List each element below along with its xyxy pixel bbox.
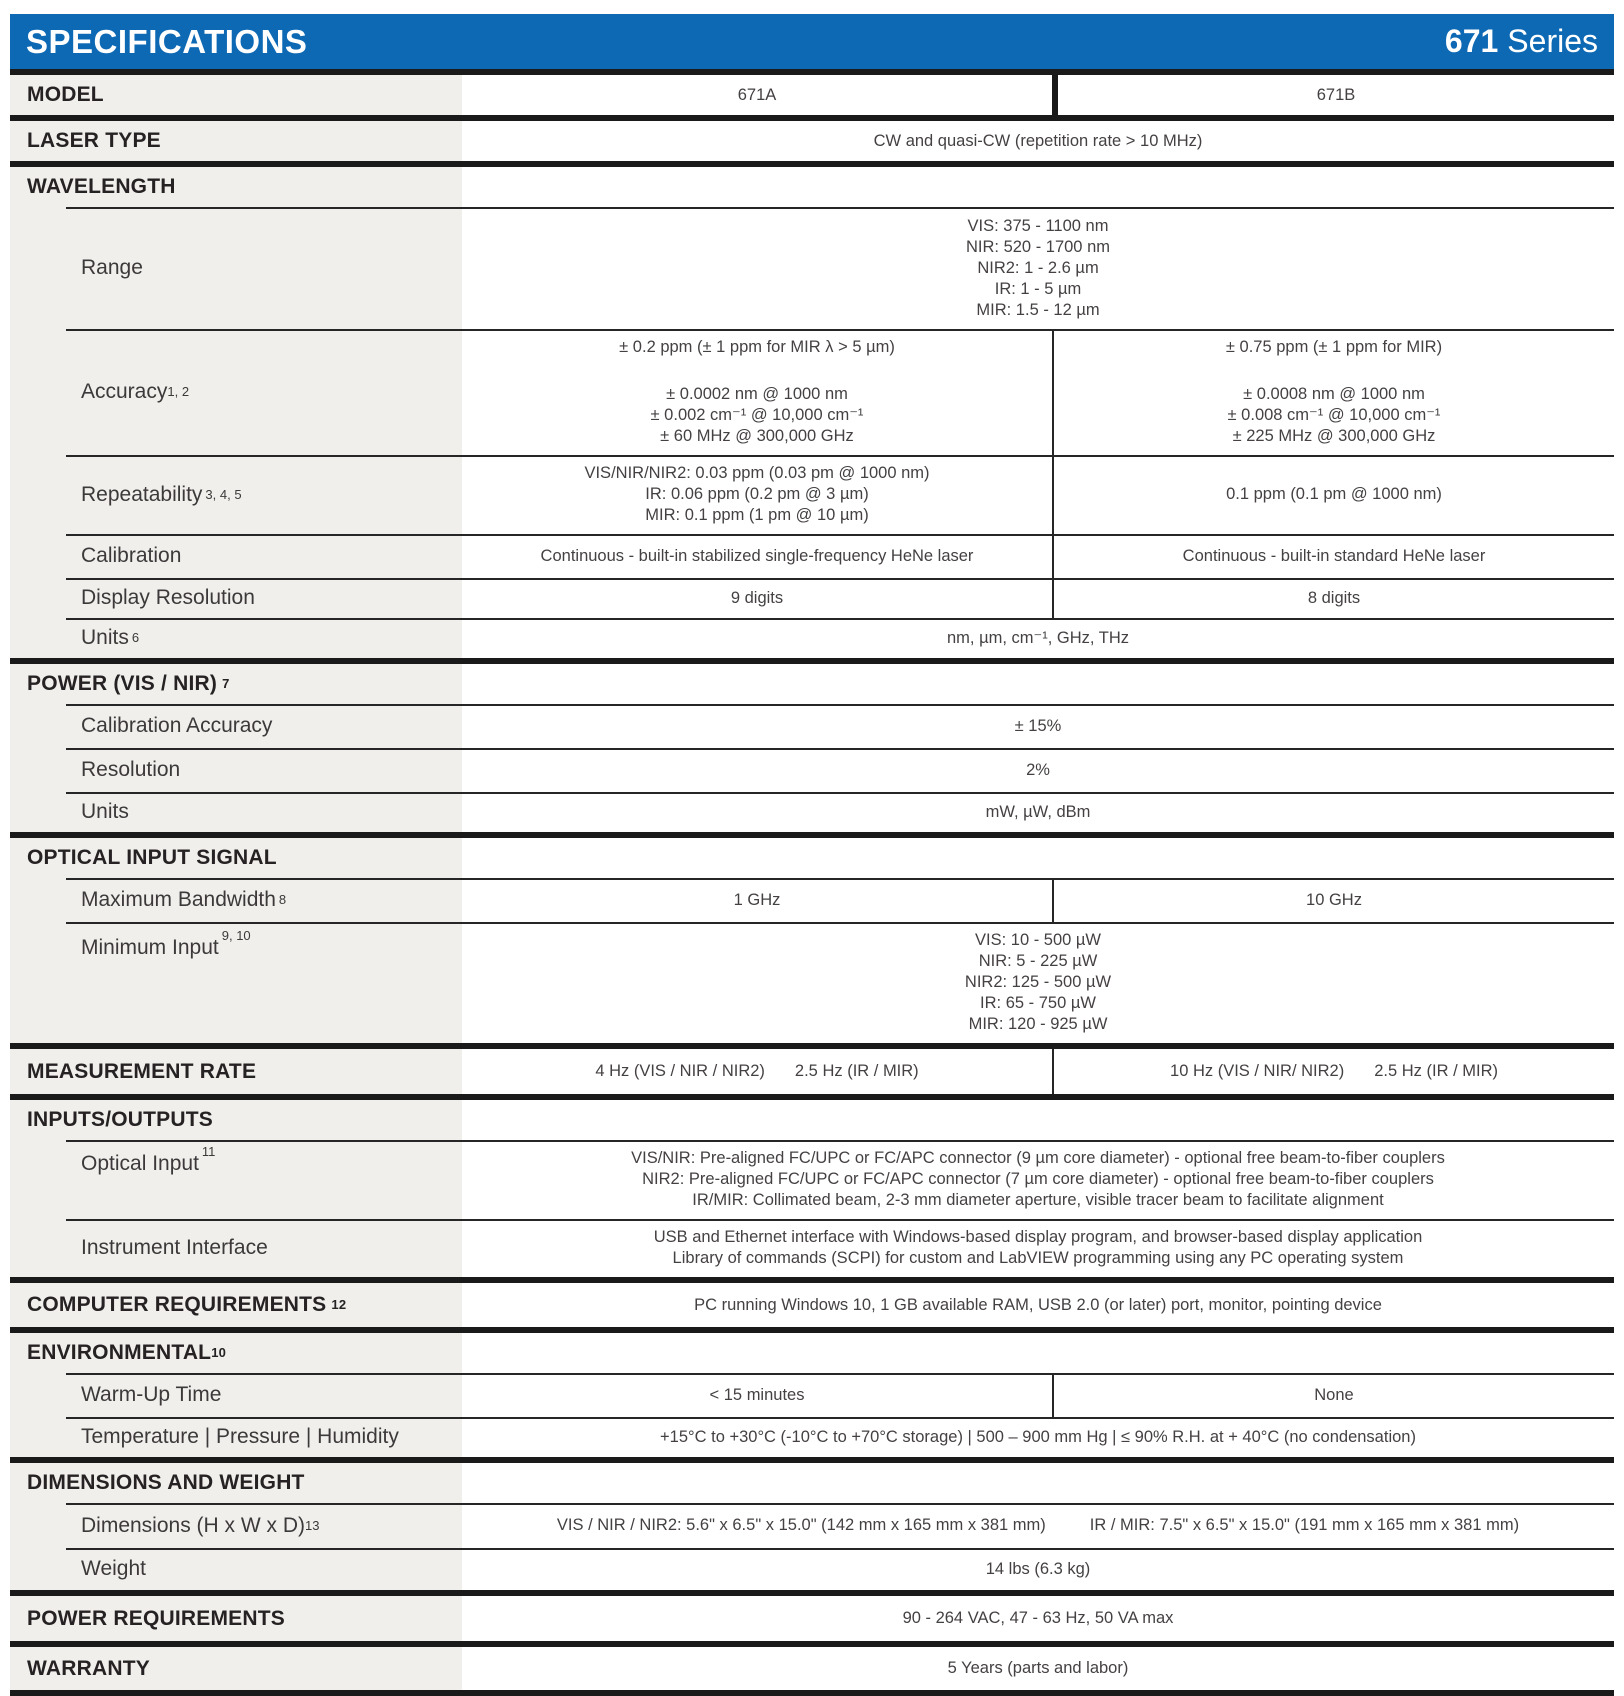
value-line: ± 0.0008 nm @ 1000 nm — [1243, 385, 1425, 403]
row-accuracy — [10, 329, 1614, 455]
measurement-rate-671b-cell — [1052, 1049, 1614, 1094]
empty-cell — [462, 838, 1614, 878]
accuracy-671a-cell — [462, 329, 1052, 455]
row-label: Accuracy 1, 2 — [10, 329, 462, 455]
value-line: ± 0.2 ppm (± 1 ppm for MIR λ > 5 µm) — [619, 338, 895, 356]
value-text: 10 GHz — [1306, 890, 1362, 909]
value-text: 9 digits — [730, 588, 784, 607]
value-line: MIR: 1.5 - 12 µm — [976, 300, 1100, 319]
empty-cell — [462, 1333, 1614, 1373]
value-text: +15°C to +30°C (-10°C to +70°C storage) | 500 – 900 mm Hg | ≤ 90% R.H. at + 40°C (no condensation) — [660, 1427, 1416, 1446]
label-text: LASER TYPE — [27, 129, 161, 152]
row-label: Optical Input 11 — [10, 1140, 462, 1219]
value-text: Continuous - built-in stabilized single-frequency HeNe laser — [540, 546, 974, 565]
row-label — [10, 1647, 462, 1690]
section-inputs-outputs-title — [10, 1100, 1614, 1140]
value-text: 671A — [737, 85, 777, 104]
value-text: mW, µW, dBm — [985, 802, 1091, 821]
value-text: 8 digits — [1307, 588, 1361, 607]
value-line: MIR: 120 - 925 µW — [968, 1015, 1108, 1033]
label-text: INPUTS/OUTPUTS — [27, 1108, 213, 1131]
row-optical-input — [10, 1140, 1614, 1219]
row-maximum-bandwidth — [10, 878, 1614, 922]
label-text: Resolution — [81, 758, 181, 781]
minimum-input-cell — [462, 922, 1614, 1043]
series-word: Series — [1507, 23, 1598, 59]
row-power-calibration-accuracy — [10, 704, 1614, 748]
row-power-units — [10, 792, 1614, 832]
computer-requirements-cell — [462, 1283, 1614, 1327]
value-text: 4 Hz (VIS / NIR / NIR2) — [595, 1062, 765, 1080]
value-line: NIR2: 1 - 2.6 µm — [977, 258, 1099, 277]
label-text: Range — [81, 256, 143, 279]
value-line: ± 225 MHz @ 300,000 GHz — [1232, 427, 1436, 445]
model-671b-cell — [1052, 75, 1614, 115]
label-text: Calibration Accuracy — [81, 714, 273, 737]
label-text: Maximum Bandwidth — [81, 888, 276, 911]
row-label — [10, 704, 462, 748]
row-calibration — [10, 534, 1614, 578]
repeatability-671a-cell — [462, 455, 1052, 534]
row-label — [10, 75, 462, 115]
section-dimensions-title — [10, 1463, 1614, 1503]
header-bar — [10, 14, 1614, 69]
optical-input-cell — [462, 1140, 1614, 1219]
row-computer-requirements — [10, 1283, 1614, 1327]
value-line: VIS: 375 - 1100 nm — [967, 216, 1109, 235]
section-title — [10, 838, 462, 878]
row-label — [10, 748, 462, 792]
row-minimum-input — [10, 922, 1614, 1043]
value-text: PC running Windows 10, 1 GB available RAM, USB 2.0 (or later) port, monitor, pointing device — [694, 1295, 1382, 1314]
row-display-resolution — [10, 578, 1614, 618]
value-text: 90 - 264 VAC, 47 - 63 Hz, 50 VA max — [902, 1609, 1174, 1627]
value-line: ± 0.002 cm⁻¹ @ 10,000 cm⁻¹ — [650, 406, 864, 424]
value-text: 1 GHz — [733, 890, 781, 909]
row-measurement-rate — [10, 1049, 1614, 1094]
instrument-interface-cell — [462, 1219, 1614, 1277]
value-text: 2% — [1026, 760, 1050, 779]
row-laser-type — [10, 121, 1614, 161]
value-line: ± 0.008 cm⁻¹ @ 10,000 cm⁻¹ — [1227, 406, 1441, 424]
value-line: VIS/NIR/NIR2: 0.03 ppm (0.03 pm @ 1000 nm) — [584, 464, 930, 482]
value-line: VIS: 10 - 500 µW — [975, 931, 1101, 949]
value-line: VIS/NIR: Pre-aligned FC/UPC or FC/APC connector (9 µm core diameter) - optional free beam-to-fiber couplers — [631, 1149, 1445, 1167]
row-label: Minimum Input 9, 10 — [10, 922, 462, 1043]
value-line: IR/MIR: Collimated beam, 2-3 mm diameter aperture, visible tracer beam to facilitate alignment — [692, 1191, 1384, 1209]
label-text: Units — [81, 800, 129, 823]
row-label — [10, 534, 462, 578]
value-text: ± 15% — [1014, 716, 1062, 735]
page-title: SPECIFICATIONS — [26, 22, 308, 60]
bandwidth-671a-cell — [462, 878, 1052, 922]
label-text: Dimensions (H x W x D) — [81, 1513, 306, 1537]
row-label — [10, 1548, 462, 1590]
warranty-cell — [462, 1647, 1614, 1690]
value-text: Continuous - built-in standard HeNe laser — [1182, 546, 1486, 565]
section-title: POWER (VIS / NIR) 7 — [10, 664, 462, 704]
value-text: 0.1 ppm (0.1 pm @ 1000 nm) — [1226, 485, 1442, 503]
row-repeatability — [10, 455, 1614, 534]
label-text: Optical Input — [81, 1152, 199, 1175]
divider — [10, 1690, 1614, 1696]
value-line: IR: 65 - 750 µW — [980, 994, 1096, 1012]
row-model — [10, 75, 1614, 115]
value-line: ± 60 MHz @ 300,000 GHz — [660, 427, 854, 445]
label-text: MODEL — [27, 83, 104, 106]
row-instrument-interface — [10, 1219, 1614, 1277]
value-text: 671B — [1316, 85, 1356, 104]
section-optical-input-title — [10, 838, 1614, 878]
bandwidth-671b-cell — [1052, 878, 1614, 922]
row-label — [10, 207, 462, 329]
row-label: Repeatability 3, 4, 5 — [10, 455, 462, 534]
value-line: MIR: 0.1 ppm (1 pm @ 10 µm) — [645, 506, 869, 524]
label-text: Instrument Interface — [81, 1236, 268, 1259]
label-text: Temperature | Pressure | Humidity — [81, 1425, 399, 1448]
section-title — [10, 1100, 462, 1140]
label-text: Accuracy — [81, 380, 168, 403]
section-power-title — [10, 664, 1614, 704]
empty-cell — [462, 1463, 1614, 1503]
display-resolution-671a-cell — [462, 578, 1052, 618]
row-label — [10, 121, 462, 161]
power-resolution-cell — [462, 748, 1614, 792]
row-label: Maximum Bandwidth 8 — [10, 878, 462, 922]
row-wavelength-units — [10, 618, 1614, 658]
row-label — [10, 792, 462, 832]
label-text: POWER REQUIREMENTS — [27, 1606, 285, 1630]
row-label: Dimensions (H x W x D) 13 — [10, 1503, 462, 1548]
row-label — [10, 1417, 462, 1457]
value-text: 14 lbs (6.3 kg) — [985, 1559, 1091, 1578]
value-text: IR / MIR: 7.5" x 6.5" x 15.0" (191 mm x 165 mm x 381 mm) — [1089, 1516, 1520, 1534]
value-text: 2.5 Hz (IR / MIR) — [794, 1062, 919, 1080]
value-line: NIR: 520 - 1700 nm — [966, 237, 1110, 256]
label-text: MEASUREMENT RATE — [27, 1059, 257, 1083]
value-line: USB and Ethernet interface with Windows-based display program, and browser-based display application — [653, 1228, 1423, 1246]
row-label — [10, 578, 462, 618]
calibration-671a-cell — [462, 534, 1052, 578]
power-calibration-accuracy-cell — [462, 704, 1614, 748]
series-number: 671 — [1444, 23, 1499, 59]
warm-up-671b-cell — [1052, 1373, 1614, 1417]
weight-cell — [462, 1548, 1614, 1590]
value-line: ± 0.0002 nm @ 1000 nm — [666, 385, 848, 403]
row-label — [10, 1219, 462, 1277]
value-line: NIR2: Pre-aligned FC/UPC or FC/APC connector (7 µm core diameter) - optional free beam-to-fiber couplers — [642, 1170, 1434, 1188]
display-resolution-671b-cell — [1052, 578, 1614, 618]
label-text: Warm-Up Time — [81, 1383, 222, 1406]
section-wavelength-title — [10, 167, 1614, 207]
value-text: None — [1314, 1385, 1354, 1404]
laser-type-cell — [462, 121, 1614, 161]
accuracy-671b-cell — [1052, 329, 1614, 455]
empty-cell — [462, 664, 1614, 704]
row-label: Units 6 — [10, 618, 462, 658]
label-text: Repeatability — [81, 482, 203, 506]
section-title — [10, 1463, 462, 1503]
row-power-resolution — [10, 748, 1614, 792]
label-text: Display Resolution — [81, 586, 255, 609]
range-cell — [462, 207, 1614, 329]
row-warm-up-time — [10, 1373, 1614, 1417]
value-text: 2.5 Hz (IR / MIR) — [1374, 1062, 1498, 1080]
value-line: IR: 0.06 ppm (0.2 pm @ 3 µm) — [645, 485, 869, 503]
value-text: CW and quasi-CW (repetition rate > 10 MHz) — [873, 131, 1203, 150]
measurement-rate-671a-cell — [462, 1049, 1052, 1094]
value-line: IR: 1 - 5 µm — [994, 279, 1082, 298]
label-text: WAVELENGTH — [27, 175, 176, 198]
row-dimensions — [10, 1503, 1614, 1548]
empty-cell — [462, 1100, 1614, 1140]
section-title — [10, 167, 462, 207]
temperature-pressure-humidity-cell — [462, 1417, 1614, 1457]
empty-cell — [462, 167, 1614, 207]
row-range — [10, 207, 1614, 329]
label-text: Weight — [81, 1557, 146, 1580]
row-warranty — [10, 1647, 1614, 1690]
value-text: 10 Hz (VIS / NIR/ NIR2) — [1170, 1062, 1345, 1080]
model-671a-cell — [462, 75, 1052, 115]
value-line: NIR: 5 - 225 µW — [978, 952, 1098, 970]
value-text: < 15 minutes — [709, 1385, 805, 1404]
row-temperature-pressure-humidity — [10, 1417, 1614, 1457]
label-text: OPTICAL INPUT SIGNAL — [27, 846, 277, 869]
value-line: NIR2: 125 - 500 µW — [964, 973, 1112, 991]
section-title: ENVIRONMENTAL 10 — [10, 1333, 462, 1373]
power-requirements-cell — [462, 1596, 1614, 1641]
label-text: DIMENSIONS AND WEIGHT — [27, 1471, 305, 1494]
row-label: COMPUTER REQUIREMENTS 12 — [10, 1283, 462, 1327]
wavelength-units-cell — [462, 618, 1614, 658]
dimensions-cell — [462, 1503, 1614, 1548]
row-label — [10, 1049, 462, 1094]
label-text: Calibration — [81, 544, 182, 567]
value-text: nm, µm, cm⁻¹, GHz, THz — [947, 628, 1129, 647]
warm-up-671a-cell — [462, 1373, 1052, 1417]
value-line: ± 0.75 ppm (± 1 ppm for MIR) — [1225, 338, 1443, 356]
label-text: Minimum Input — [81, 936, 219, 959]
row-label — [10, 1373, 462, 1417]
power-units-cell — [462, 792, 1614, 832]
row-label — [10, 1596, 462, 1641]
series-title — [1445, 23, 1598, 60]
label-text: POWER (VIS / NIR) — [27, 672, 218, 695]
value-text: 5 Years (parts and labor) — [947, 1659, 1129, 1677]
label-text: COMPUTER REQUIREMENTS — [27, 1293, 327, 1316]
label-text: WARRANTY — [27, 1656, 150, 1680]
value-text: VIS / NIR / NIR2: 5.6" x 6.5" x 15.0" (142 mm x 165 mm x 381 mm) — [556, 1516, 1046, 1534]
label-text: Units — [81, 626, 129, 649]
row-weight — [10, 1548, 1614, 1590]
label-text: ENVIRONMENTAL — [27, 1341, 212, 1364]
repeatability-671b-cell — [1052, 455, 1614, 534]
value-line: Library of commands (SCPI) for custom and LabVIEW programming using any PC operating system — [672, 1249, 1404, 1267]
row-power-requirements — [10, 1596, 1614, 1641]
section-environmental-title — [10, 1333, 1614, 1373]
calibration-671b-cell — [1052, 534, 1614, 578]
